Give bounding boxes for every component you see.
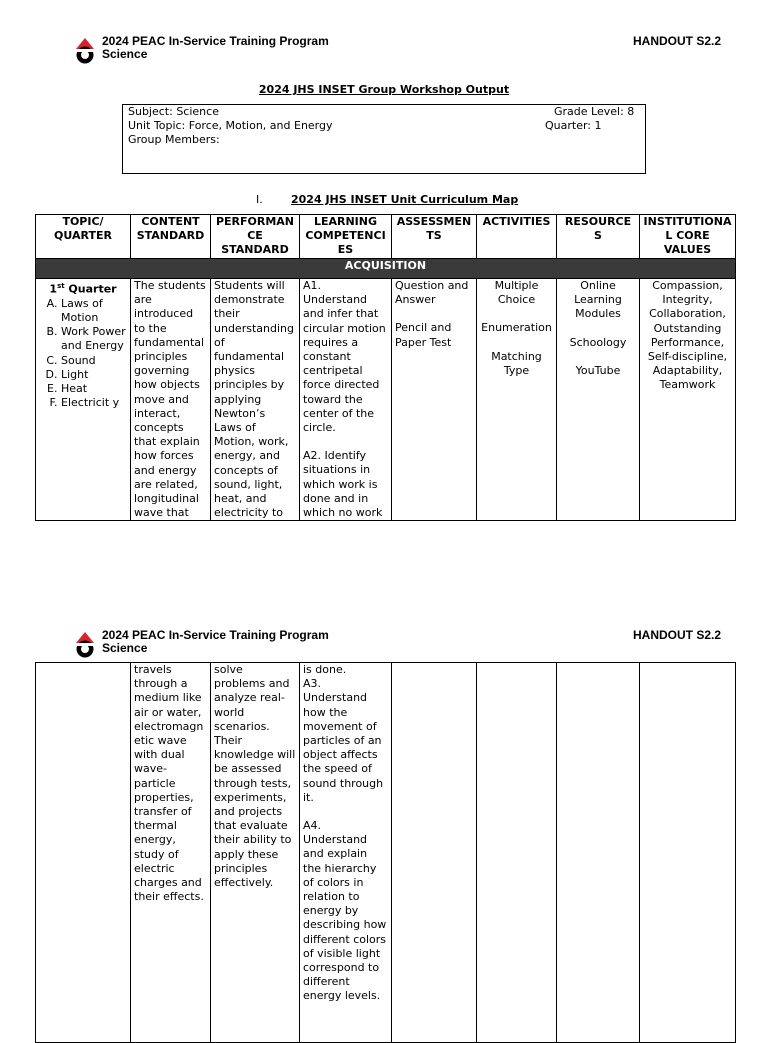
competency-a2-cont: is done. [303, 663, 347, 676]
activity-item: Matching Type [491, 349, 542, 377]
competency-a4: A4. Understand and explain the hierarchy of colors in relation to energy by describing how different colors of visible light correspond to different energy levels. [303, 819, 387, 1003]
performance-standard-cell: solve problems and analyze real-world scenarios. Their knowledge will be assessed through tests, experiments, and projects that evaluate their ability to apply these principles effectively. [211, 663, 300, 1043]
peac-logo-icon [70, 37, 100, 65]
col-header: LEARNING COMPETENCI ES [300, 215, 392, 259]
curriculum-map-table [35, 214, 736, 521]
col-header: INSTITUTIONA L CORE VALUES [640, 215, 736, 259]
program-title: 2024 PEAC In-Service Training Program Science [102, 628, 329, 655]
resource-item: YouTube [575, 363, 621, 377]
table-row [36, 279, 736, 521]
topic-cell [36, 279, 131, 521]
band-label: ACQUISITION [36, 259, 736, 279]
subject-field: Subject: Science [128, 105, 219, 118]
quarter-label: 1st Quarter [49, 282, 117, 296]
activities-cell [477, 663, 557, 1043]
section-title: 2024 JHS INSET Unit Curriculum Map [291, 193, 519, 206]
core-values-cell [640, 663, 736, 1043]
activity-item: Enumeration [481, 321, 552, 335]
assessments-cell [392, 663, 477, 1043]
assessment-item: Pencil and Paper Test [395, 321, 452, 349]
competency-a1: A1. Understand and infer that circular motion requires a constant centripetal force directed toward the center of the circle. [303, 279, 386, 435]
info-box [122, 104, 646, 174]
topic-cell [36, 663, 131, 1043]
col-header: CONTENT STANDARD [131, 215, 211, 259]
list-item: D. Light [61, 368, 127, 382]
handout-label: HANDOUT S2.2 [632, 628, 721, 642]
program-title: 2024 PEAC In-Service Training Program Science [102, 34, 329, 61]
grade-field: Grade Level: 8 [554, 105, 635, 118]
col-header: ACTIVITIES [477, 215, 557, 259]
page-header [70, 34, 721, 65]
col-header: RESOURCE S [557, 215, 640, 259]
content-standard-cell: travels through a medium like air or water, electromagn etic wave with dual wave-particle properties, transfer of thermal energy, study of electric charges and their effects. [131, 663, 211, 1043]
group-members-field: Group Members: [128, 133, 220, 146]
assessment-item: Question and Answer [395, 279, 469, 307]
section-number: I. [256, 193, 263, 206]
core-values-cell: Compassion, Integrity, Collaboration, Outstanding Performance, Self-discipline, Adaptability, Teamwork [640, 279, 736, 521]
activity-item: Multiple Choice [494, 279, 539, 307]
list-item: A. Laws of Motion [61, 297, 127, 325]
list-item: B. Work Power and Energy [61, 325, 127, 353]
acquisition-band [36, 259, 736, 279]
competency-a2: A2. Identify situations in which work is done and in which no work [303, 449, 383, 520]
competency-cell [300, 279, 392, 521]
document-title: 2024 JHS INSET Group Workshop Output [258, 83, 510, 96]
assessments-cell [392, 279, 477, 521]
col-header: TOPIC/ QUARTER [36, 215, 131, 259]
table-header-row [36, 215, 736, 259]
handout-label: HANDOUT S2.2 [632, 34, 721, 48]
resources-cell [557, 663, 640, 1043]
list-item: E. Heat [61, 382, 127, 396]
page-header [70, 628, 721, 659]
activities-cell [477, 279, 557, 521]
list-item: F. Electricit y [61, 396, 127, 410]
col-header: PERFORMAN CE STANDARD [211, 215, 300, 259]
quarter-field: Quarter: 1 [545, 119, 602, 132]
topic-list [39, 297, 127, 411]
resources-cell [557, 279, 640, 521]
resource-item: Online Learning Modules [574, 279, 622, 321]
peac-logo-icon [70, 631, 100, 659]
performance-standard-cell: Students will demonstrate their understanding of fundamental physics principles by applying Newton’s Laws of Motion, work, energy, and concepts of sound, light, heat, and electricity to [211, 279, 300, 521]
col-header: ASSESSMEN TS [392, 215, 477, 259]
table-row [36, 663, 736, 1043]
resource-item: Schoology [569, 335, 627, 349]
competency-a3: A3. Understand how the movement of particles of an object affects the speed of sound through it. [303, 677, 384, 804]
curriculum-map-table-continued [35, 662, 736, 1043]
content-standard-cell: The students are introduced to the fundamental principles governing how objects move and interact, concepts that explain how forces and energy are related, longitudinal wave that [131, 279, 211, 521]
unit-topic-field: Unit Topic: Force, Motion, and Energy [128, 119, 333, 132]
list-item: C. Sound [61, 354, 127, 368]
competency-cell [300, 663, 392, 1043]
